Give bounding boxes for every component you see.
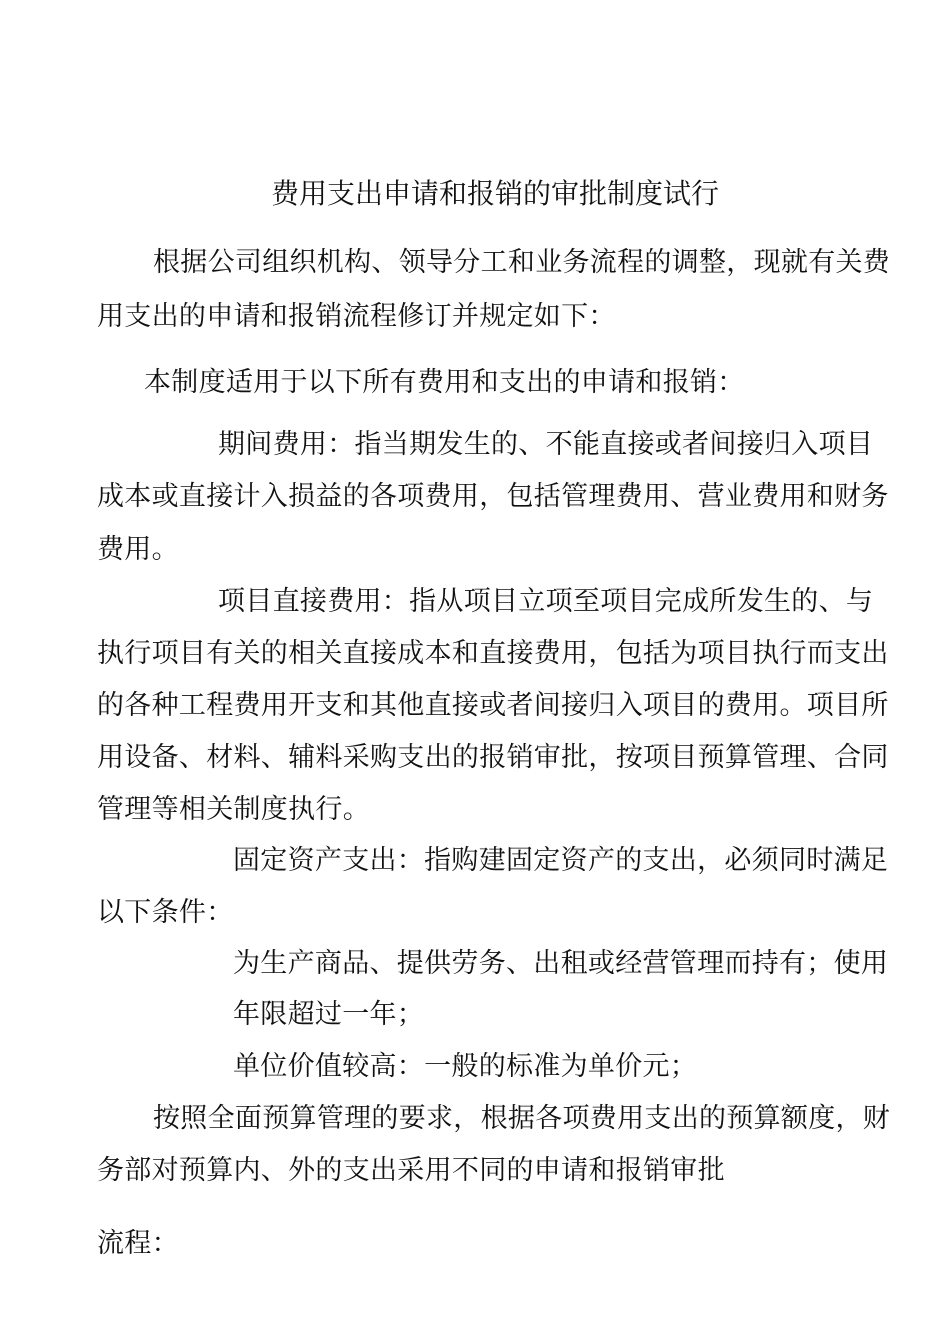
- paragraph-line: 费用。: [97, 534, 179, 565]
- paragraph-line: 用支出的申请和报销流程修订并规定如下：: [97, 301, 616, 332]
- paragraph-line: 为生产商品、提供劳务、出租或经营管理而持有；使用: [233, 948, 889, 979]
- paragraph-line: 成本或直接计入损益的各项费用，包括管理费用、营业费用和财务: [97, 481, 889, 512]
- paragraph-line: 根据公司组织机构、领导分工和业务流程的调整，现就有关费: [153, 247, 891, 278]
- paragraph-line: 执行项目有关的相关直接成本和直接费用，包括为项目执行而支出: [97, 638, 889, 669]
- paragraph-line: 务部对预算内、外的支出采用不同的申请和报销审批: [97, 1155, 725, 1186]
- paragraph-line: 以下条件：: [97, 897, 234, 928]
- paragraph-line: 本制度适用于以下所有费用和支出的申请和报销：: [144, 367, 745, 398]
- paragraph-line: 管理等相关制度执行。: [97, 794, 370, 825]
- paragraph-line: 流程：: [97, 1228, 179, 1259]
- paragraph-line: 的各种工程费用开支和其他直接或者间接归入项目的费用。项目所: [97, 690, 889, 721]
- paragraph-line: 用设备、材料、辅料采购支出的报销审批，按项目预算管理、合同: [97, 742, 889, 773]
- paragraph-line: 期间费用：指当期发生的、不能直接或者间接归入项目: [218, 429, 874, 460]
- paragraph-line: 项目直接费用：指从项目立项至项目完成所发生的、与: [218, 586, 874, 617]
- paragraph-line: 年限超过一年；: [233, 999, 425, 1030]
- paragraph-line: 单位价值较高：一般的标准为单价元；: [233, 1051, 698, 1082]
- paragraph-line: 按照全面预算管理的要求，根据各项费用支出的预算额度，财: [153, 1103, 891, 1134]
- paragraph-line: 固定资产支出：指购建固定资产的支出，必须同时满足: [233, 845, 889, 876]
- document-title: 费用支出申请和报销的审批制度试行: [270, 177, 719, 210]
